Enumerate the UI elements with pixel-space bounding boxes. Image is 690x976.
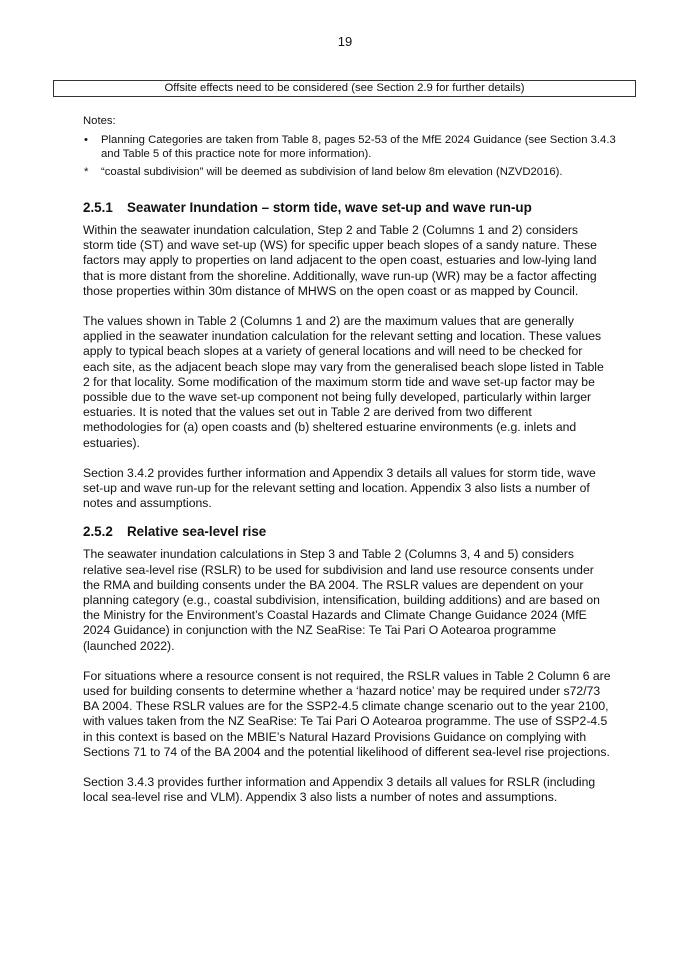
- section-number: 2.5.2: [83, 524, 113, 540]
- section-heading: [83, 523, 611, 541]
- note-item: [83, 165, 623, 179]
- section-title: Seawater Inundation – storm tide, wave set-up and wave run-up: [127, 200, 532, 215]
- paragraph: The seawater inundation calculations in Step 3 and Table 2 (Columns 3, 4 and 5) considers relative sea-level rise (RSLR) to be used for subdivision and land use resource consents under the RMA and building consents under the BA 2004. The RSLR values are dependent on your planning category (e.g., coastal subdivision, intensification, building additions) and are based on the Ministry for the Environment’s Coastal Hazards and Climate Change Guidance 2024 (MfE 2024 Guidance) in conjunction with the NZ SeaRise: Te Tai Pari O Aotearoa programme (launched 2022).: [83, 547, 600, 653]
- paragraph: Section 3.4.2 provides further information and Appendix 3 details all values for storm tide, wave set-up and wave run-up for the relevant setting and location. Appendix 3 also lists a number of notes and assumptions.: [83, 465, 596, 511]
- section-heading: [83, 199, 611, 217]
- paragraph: Section 3.4.3 provides further information and Appendix 3 details all values for RSLR (including local sea-level rise and VLM). Appendix 3 also lists a number of notes and assumptions.: [83, 775, 596, 805]
- paragraph: Within the seawater inundation calculation, Step 2 and Table 2 (Columns 1 and 2) considers storm tide (ST) and wave set-up (WS) for specific upper beach slopes of a sandy nature. These factors may apply to properties on land adjacent to the open coast, estuaries and low-lying land that is more distant from the shoreline. Additionally, wave run-up (WR) may be a factor affecting those properties within 30m distance of MHWS on the open coast or as mapped by Council.: [83, 223, 597, 298]
- paragraph: The values shown in Table 2 (Columns 1 and 2) are the maximum values that are generally applied in the seawater inundation calculation for the relevant setting and location. These values apply to typical beach slopes at a variety of general locations and will need to be checked for each site, as the adjacent beach slope may vary from the generalised beach slope listed in Table 2 for that locality. Some modification of the maximum storm tide and wave set-up factor may be possible due to the wave set-up component not being fully developed, particularly within larger estuaries. It is noted that the values set out in Table 2 are derived from two different methodologies for (a) open coasts and (b) sheltered estuarine environments (e.g. inlets and estuaries).: [83, 314, 604, 450]
- section-2-5-2: [83, 523, 611, 805]
- section-title: Relative sea-level rise: [127, 524, 267, 540]
- note-text: Planning Categories are taken from Table 8, pages 52-53 of the MfE 2024 Guidance (see Section 3.4.3 and Table 5 of this practice note for more information).: [101, 134, 616, 160]
- section-number: 2.5.1: [83, 200, 113, 215]
- asterisk-marker: *: [84, 166, 89, 178]
- note-text: “coastal subdivision” will be deemed as subdivision of land below 8m elevation (NZVD2016).: [101, 166, 563, 178]
- paragraph: For situations where a resource consent is not required, the RSLR values in Table 2 Column 6 are used for building consents to determine whether a ‘hazard notice’ may be required under s72/73 BA 2004. These RSLR values are for the SSP2-4.5 climate change scenario out to the year 2100, with values taken from the NZ SeaRise: Te Tai Pari O Aotearoa programme. The use of SSP2-4.5 in this context is based on the MBIE’s Natural Hazard Provisions Guidance on complying with Sections 71 to 74 of the BA 2004 and the potential likelihood of different sea-level rise projections.: [83, 668, 611, 759]
- offsite-effects-row: Offsite effects need to be considered (see Section 2.9 for further details): [53, 80, 636, 97]
- notes-block: [83, 114, 623, 183]
- page-number: 19: [337, 34, 353, 49]
- section-2-5-1: [83, 199, 611, 511]
- bullet-marker: •: [84, 134, 88, 146]
- main-content: [83, 199, 611, 821]
- notes-title: Notes:: [83, 115, 116, 127]
- note-item: [83, 133, 623, 161]
